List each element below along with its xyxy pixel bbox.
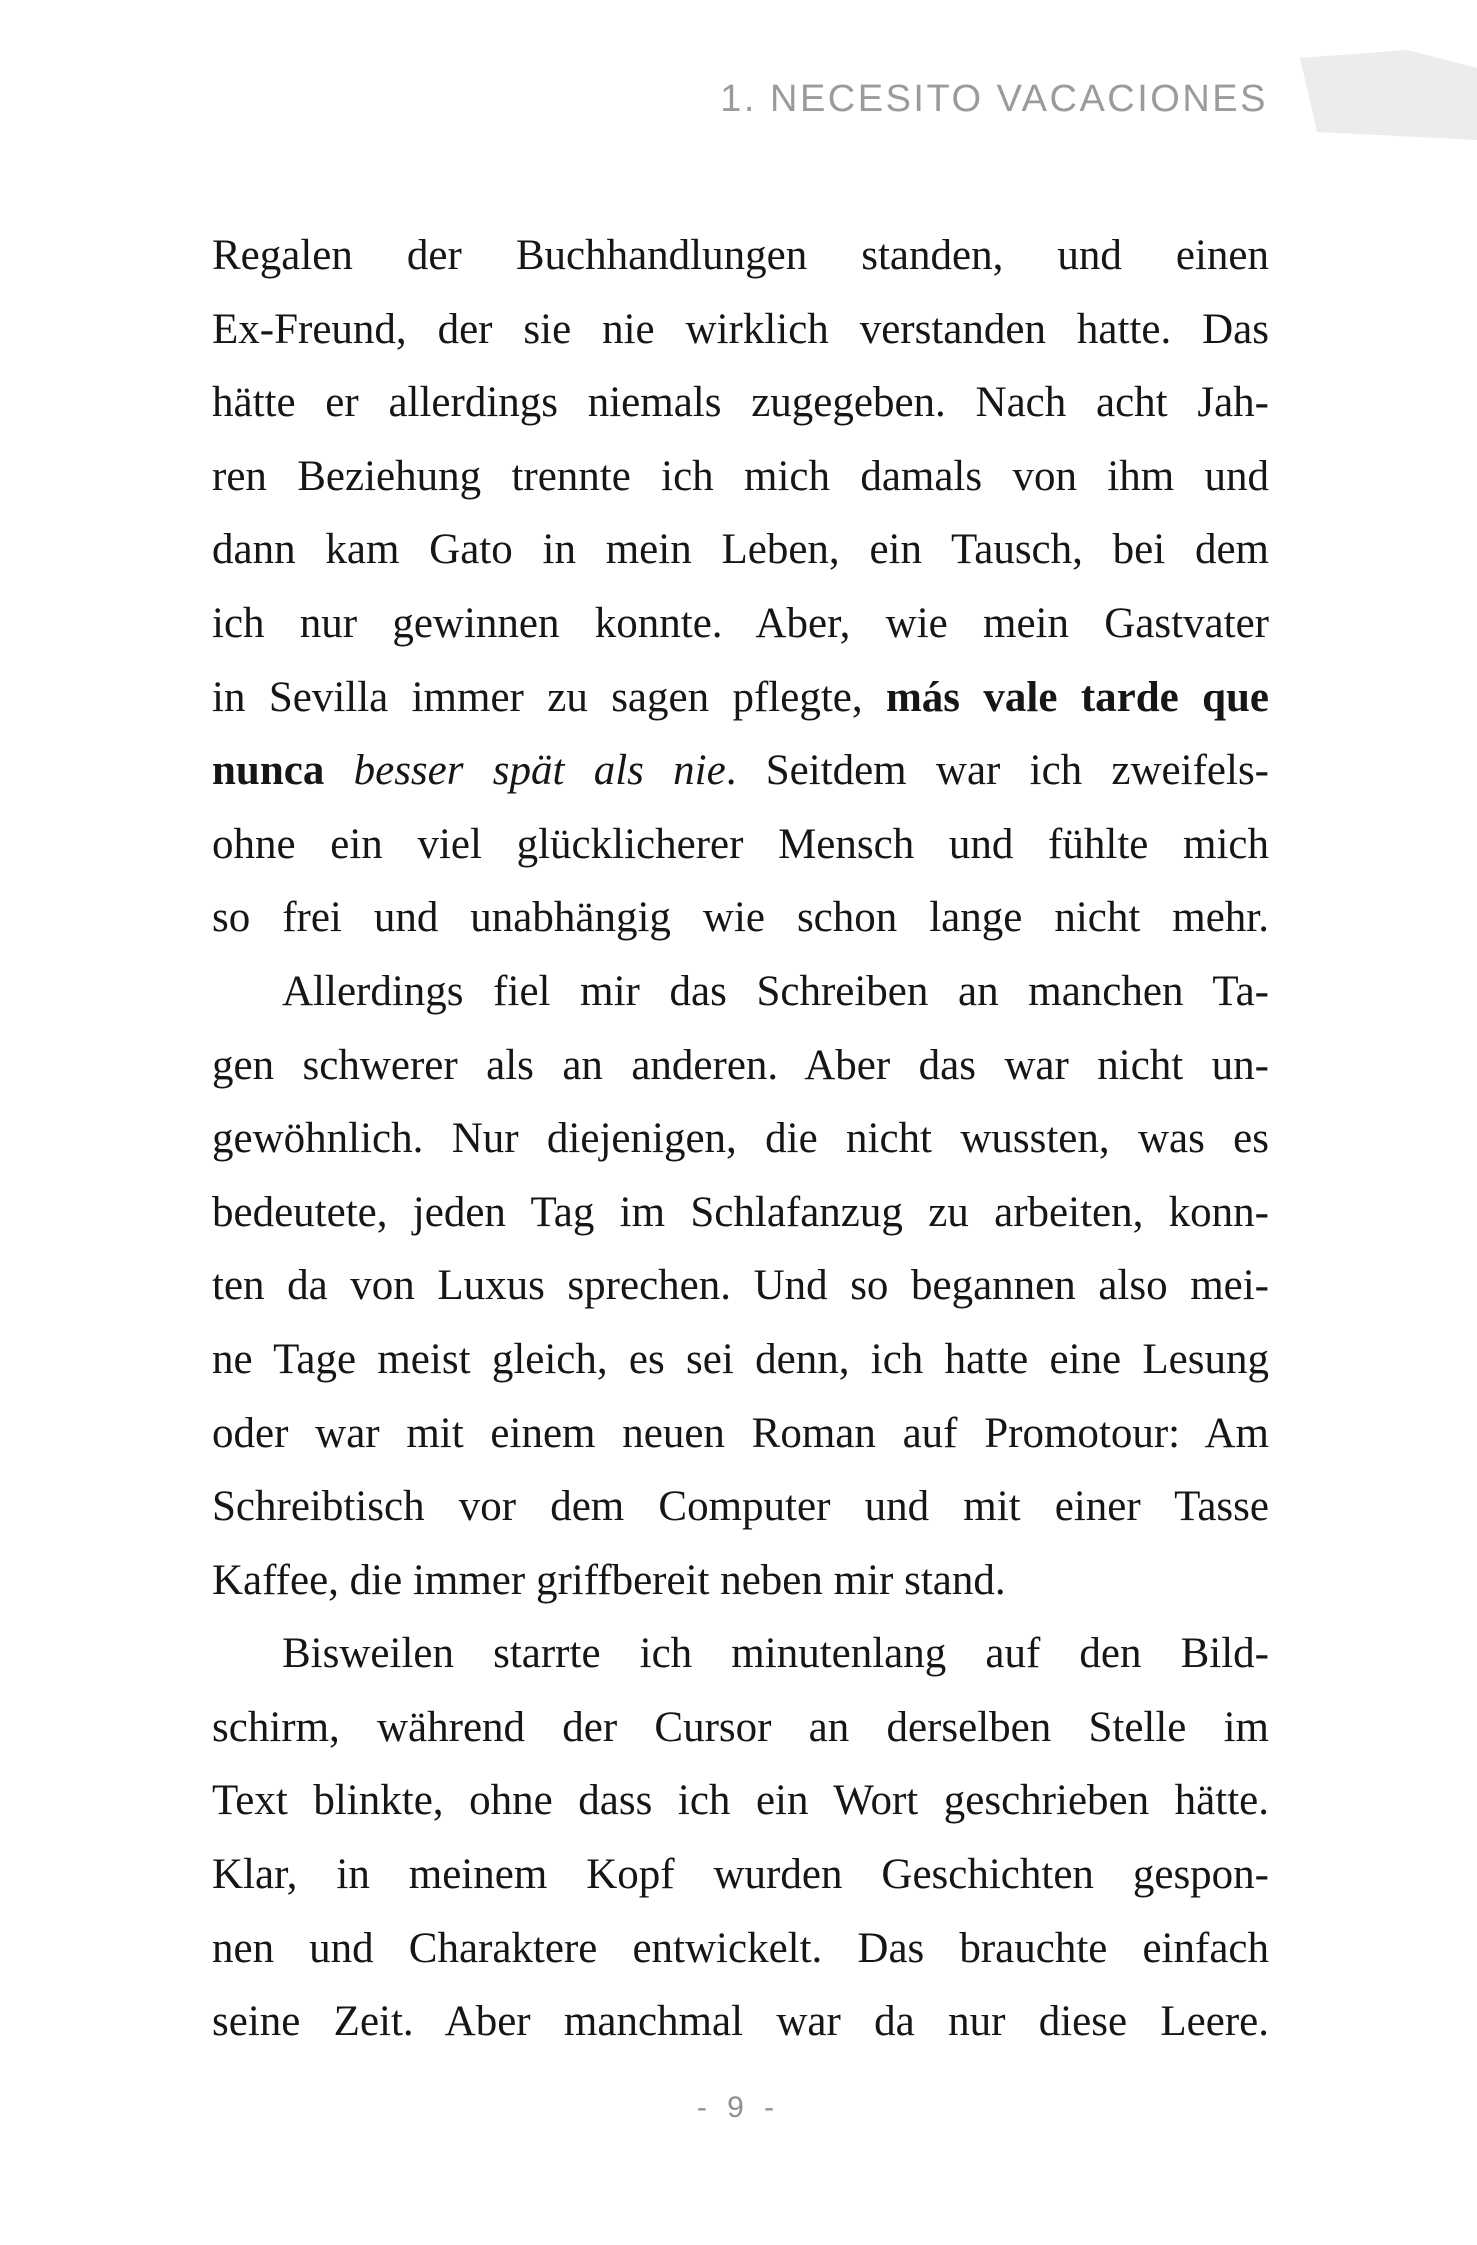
text-run: Ex-Freund, der sie nie wirklich verstanden hatte. Das xyxy=(212,305,1269,353)
text-run: Text blinkte, ohne dass ich ein Wort geschrieben hätte. xyxy=(212,1777,1269,1825)
bold-text-run: más vale tarde que xyxy=(885,673,1269,721)
italic-text-run: besser spät als nie xyxy=(353,747,726,795)
text-run: Bisweilen starrte ich minutenlang auf den Bild- xyxy=(282,1630,1269,1678)
text-line xyxy=(212,734,1269,808)
text-run: Kaffee, die immer griffbereit neben mir stand. xyxy=(212,1556,1006,1604)
text-run: oder war mit einem neuen Roman auf Promotour: Am xyxy=(212,1409,1269,1457)
text-run: gewöhnlich. Nur diejenigen, die nicht wussten, was es xyxy=(212,1115,1269,1163)
text-run: ich nur gewinnen konnte. Aber, wie mein Gastvater xyxy=(212,599,1269,647)
text-run: seine Zeit. Aber manchmal war da nur diese Leere. xyxy=(212,1998,1269,2046)
text-line xyxy=(212,1323,1269,1397)
text-line xyxy=(212,219,1269,293)
text-line xyxy=(212,1617,1269,1691)
text-line xyxy=(212,1691,1269,1765)
text-line xyxy=(212,1764,1269,1838)
bold-text-run: nunca xyxy=(212,747,354,795)
text-line xyxy=(212,293,1269,367)
text-line xyxy=(212,1985,1269,2059)
text-run: . Seitdem war ich zweifels- xyxy=(725,747,1269,795)
page-number: - 9 - xyxy=(696,2091,781,2124)
text-line xyxy=(212,1029,1269,1103)
text-line xyxy=(212,587,1269,661)
text-run: ren Beziehung trennte ich mich damals von ihm und xyxy=(212,452,1269,500)
text-run: so frei und unabhängig wie schon lange nicht mehr. xyxy=(212,894,1269,942)
text-run: in Sevilla immer zu sagen pflegte, xyxy=(212,673,886,721)
chapter-running-header: 1. NECESITO VACACIONES xyxy=(720,78,1268,120)
text-line xyxy=(212,808,1269,882)
text-run: bedeutete, jeden Tag im Schlafanzug zu arbeiten, konn- xyxy=(212,1188,1269,1236)
corner-polygon xyxy=(1300,50,1477,140)
body-text xyxy=(212,219,1269,2059)
text-line xyxy=(212,1102,1269,1176)
text-run: ne Tage meist gleich, es sei denn, ich hatte eine Lesung xyxy=(212,1335,1269,1383)
text-run: schirm, während der Cursor an derselben Stelle im xyxy=(212,1703,1269,1751)
text-line xyxy=(212,1176,1269,1250)
text-run: hätte er allerdings niemals zugegeben. Nach acht Jah- xyxy=(212,379,1269,427)
page-corner-decoration xyxy=(1295,44,1477,150)
text-run: Schreibtisch vor dem Computer und mit einer Tasse xyxy=(212,1483,1269,1531)
text-run: Regalen der Buchhandlungen standen, und einen xyxy=(212,232,1269,279)
text-run: Allerdings fiel mir das Schreiben an manchen Ta- xyxy=(282,967,1269,1015)
text-run: Klar, in meinem Kopf wurden Geschichten gespon- xyxy=(212,1851,1269,1899)
text-run: nen und Charaktere entwickelt. Das brauchte einfach xyxy=(212,1924,1269,1972)
text-line xyxy=(212,1912,1269,1986)
text-line xyxy=(212,955,1269,1029)
text-line xyxy=(212,1249,1269,1323)
text-run: ohne ein viel glücklicherer Mensch und fühlte mich xyxy=(212,820,1269,868)
text-run: ten da von Luxus sprechen. Und so begannen also mei- xyxy=(212,1262,1269,1310)
text-line xyxy=(212,513,1269,587)
text-line xyxy=(212,1397,1269,1471)
text-run: dann kam Gato in mein Leben, ein Tausch, bei dem xyxy=(212,526,1269,574)
text-line xyxy=(212,1544,1269,1618)
text-line xyxy=(212,661,1269,735)
text-run: gen schwerer als an anderen. Aber das war nicht un- xyxy=(212,1041,1269,1089)
text-line xyxy=(212,881,1269,955)
text-line xyxy=(212,440,1269,514)
text-line xyxy=(212,1470,1269,1544)
text-line xyxy=(212,1838,1269,1912)
text-line xyxy=(212,366,1269,440)
